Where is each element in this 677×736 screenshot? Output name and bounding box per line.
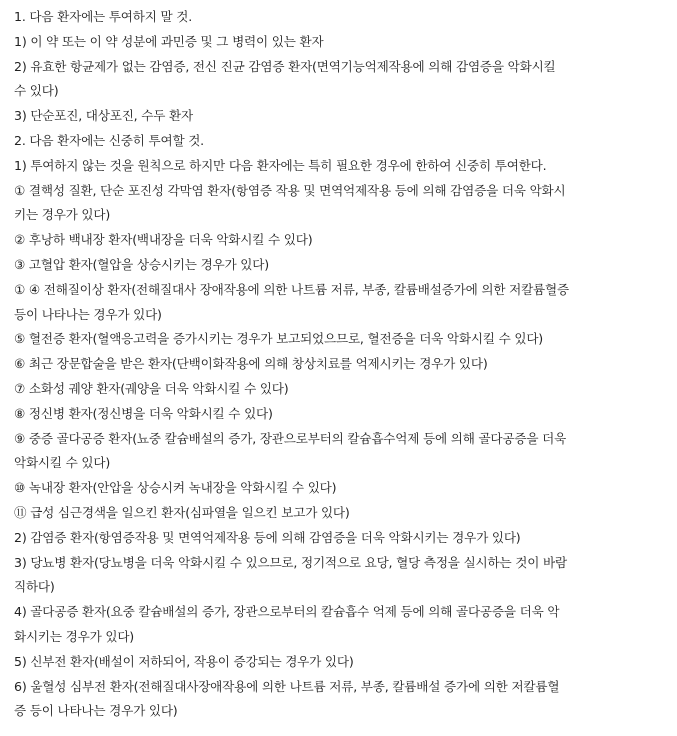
text-line: ③ 고혈압 환자(혈압을 상승시키는 경우가 있다) — [14, 256, 269, 272]
text-line: ⑦ 소화성 궤양 환자(궤양을 더욱 악화시킬 수 있다) — [14, 380, 289, 396]
text-line: ① ④ 전해질이상 환자(전해질대사 장애작용에 의한 나트륨 저류, 부종, 칼륨배설증가에 의한 저칼륨혈증 — [14, 281, 569, 297]
text-line: 악화시킬 수 있다) — [14, 455, 111, 471]
text-line: ⑤ 혈전증 환자(혈액응고력을 증가시키는 경우가 보고되었으므로, 혈전증을 더욱 악화시킬 수 있다) — [14, 331, 544, 347]
text-line: ⑩ 녹내장 환자(안압을 상승시켜 녹내장을 악화시킬 수 있다) — [14, 480, 337, 496]
text-line: 2) 유효한 항균제가 없는 감염증, 전신 진균 감염증 환자(면역기능억제작용에 의해 감염증을 악화시킬 — [14, 58, 556, 74]
text-line: 등이 나타나는 경우가 있다) — [14, 306, 162, 322]
text-line: 2) 감염증 환자(항염증작용 및 면역억제작용 등에 의해 감염증을 더욱 악화시키는 경우가 있다) — [14, 529, 521, 545]
text-line: ⑥ 최근 장문합술을 받은 환자(단백이화작용에 의해 창상치료를 억제시키는 경우가 있다) — [14, 356, 488, 372]
text-line: 5) 신부전 환자(배설이 저하되어, 작용이 증강되는 경우가 있다) — [14, 653, 354, 669]
text-line: 키는 경우가 있다) — [14, 207, 111, 223]
text-line: 수 있다) — [14, 83, 59, 99]
text-line: ⑪ 급성 심근경색을 일으킨 환자(심파열을 일으킨 보고가 있다) — [14, 504, 350, 520]
text-line: 4) 골다공증 환자(요중 칼슘배설의 증가, 장관으로부터의 칼슘흡수 억제 등에 의해 골다공증을 더욱 악 — [14, 604, 560, 620]
text-line: ⑨ 중증 골다공증 환자(뇨중 칼슘배설의 증가, 장관으로부터의 칼슘흡수억제 등에 의해 골다공증을 더욱 — [14, 430, 567, 446]
text-line: ① 결핵성 질환, 단순 포진성 각막염 환자(항염증 작용 및 면역억제작용 등에 의해 감염증을 더욱 악화시 — [14, 182, 566, 198]
text-line: ⑧ 정신병 환자(정신병을 더욱 악화시킬 수 있다) — [14, 405, 273, 421]
text-line: ② 후낭하 백내장 환자(백내장을 더욱 악화시킬 수 있다) — [14, 232, 313, 248]
text-line: 3) 단순포진, 대상포진, 수두 환자 — [14, 108, 193, 124]
text-line: 증 등이 나타나는 경우가 있다) — [14, 703, 178, 719]
text-line: 1) 이 약 또는 이 약 성분에 과민증 및 그 병력이 있는 환자 — [14, 33, 324, 49]
text-line: 1) 투여하지 않는 것을 원칙으로 하지만 다음 환자에는 특히 필요한 경우에 한하여 신중히 투여한다. — [14, 157, 547, 173]
section-heading-2: 2. 다음 환자에는 신중히 투여할 것. — [14, 132, 204, 148]
section-heading-1: 1. 다음 환자에는 투여하지 말 것. — [14, 9, 193, 24]
text-line: 직하다) — [14, 579, 55, 595]
text-line: 6) 울혈성 심부전 환자(전해질대사장애작용에 의한 나트륨 저류, 부종, 칼륨배설 증가에 의한 저칼륨혈 — [14, 678, 560, 694]
text-line: 3) 당뇨병 환자(당뇨병을 더욱 악화시킬 수 있으므로, 정기적으로 요당, 혈당 측정을 실시하는 것이 바람 — [14, 554, 567, 570]
text-line: 화시키는 경우가 있다) — [14, 628, 135, 644]
